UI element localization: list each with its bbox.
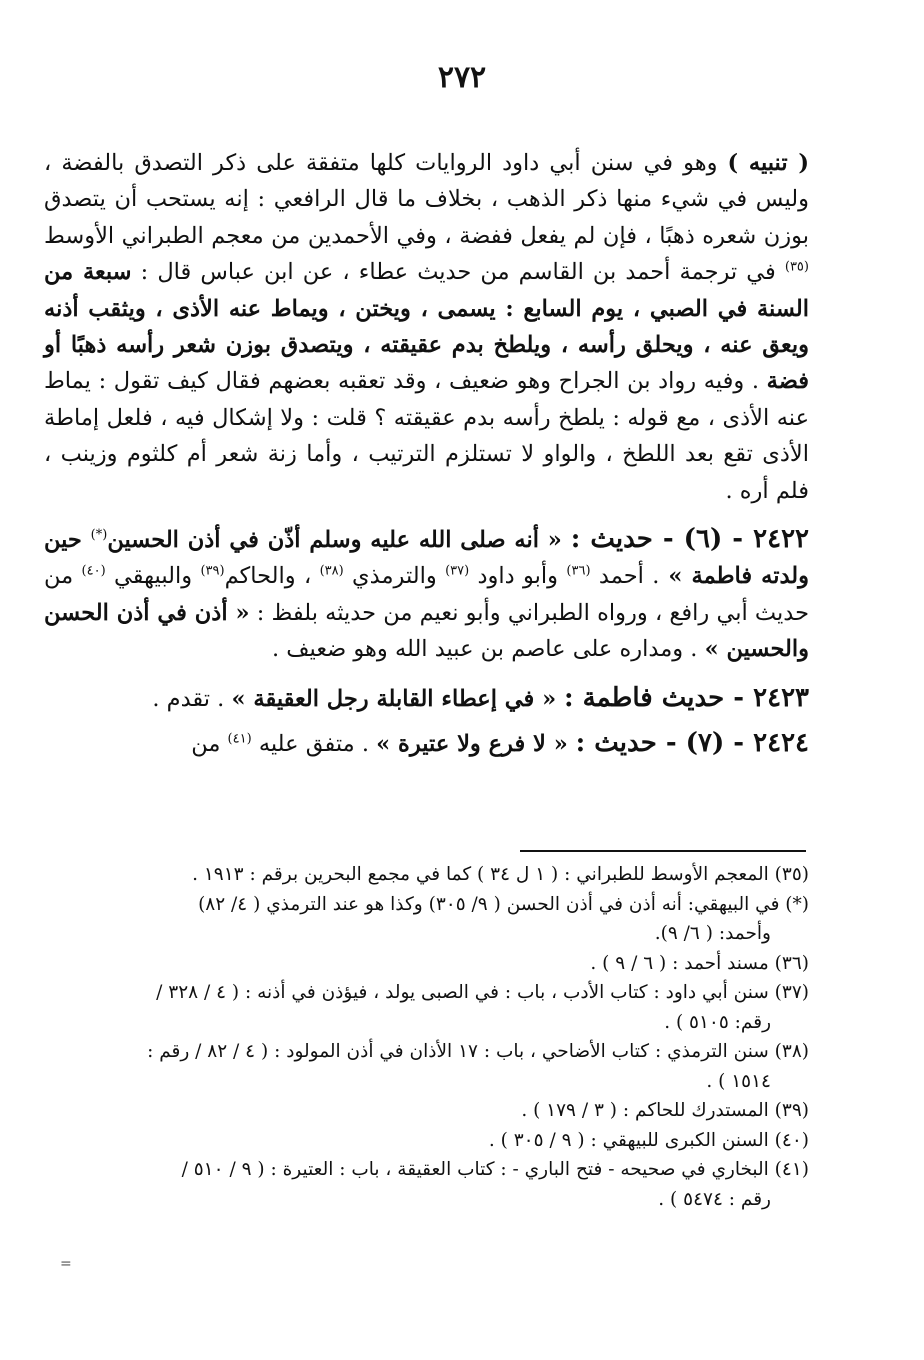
footnote-separator	[520, 850, 806, 852]
intro-text-3: . وفيه رواد بن الجراح وهو ضعيف ، وقد تعقبه بعضهم فقال كيف تقول : يماط عنه الأذى ، مع قوله : يلطخ رأسه بدم عقيقته ؟ قلت : ولا إشكال فيه ، فلعل إماطة الأذى تقع بعد اللطخ ، والواو لا تستلزم الترتيب ، وأما زنة شعر أم كلثوم وزينب ، فلم أره .	[44, 368, 809, 504]
footnote-37-text: (٣٧) سنن أبي داود : كتاب الأدب ، باب : في الصبى يولد ، فيؤذن في أذنه : ( ٤ / ٣٢٨ /	[156, 982, 809, 1003]
footnote-ref-38[interactable]: (٣٨)	[319, 563, 344, 579]
hadith-2422-text-6: من حديث أبي رافع ، ورواه الطبراني وأبو نعيم من حديثه بلفظ :	[44, 563, 810, 626]
hadith-2422-text-4: ، والحاكم	[224, 563, 320, 590]
hadith-2422-quote-2: حين ولدته فاطمة »	[44, 527, 809, 590]
hadith-2423-number: ٢٤٢٣ - حديث فاطمة :	[564, 682, 809, 713]
page-number: ٢٧٢	[437, 60, 487, 95]
footnote-38-cont: ١٥١٤ ) .	[706, 1070, 771, 1092]
hadith-2423-text: . تقدم .	[152, 685, 232, 712]
hadith-2422-text-5: والبيهقي	[105, 563, 201, 590]
hadith-2422-text-2: وأبو داود	[469, 563, 567, 590]
footnote-38	[52, 1037, 809, 1096]
footnote-ref-36[interactable]: (٣٦)	[566, 563, 591, 579]
hadith-2423	[44, 680, 809, 717]
footnote-41-cont: رقم : ٥٤٧٤ ) .	[658, 1188, 771, 1210]
footnote-41	[52, 1155, 809, 1214]
footnote-35	[52, 860, 809, 890]
hadith-2424-text-2: من	[191, 731, 228, 758]
footnote-41-text: (٤١) البخاري في صحيحه - فتح الباري - : كتاب العقيقة ، باب : العتيرة : ( ٩ / ٥١٠ /	[181, 1159, 809, 1180]
hadith-2422-text-3: والترمذي	[343, 563, 446, 590]
hadith-2422-number: ٢٤٢٢ - (٦) - حديث :	[570, 524, 809, 555]
footnote-37-cont: رقم: ٥١٠٥ ) .	[664, 1011, 771, 1033]
footnote-40-text: (٤٠) السنن الكبرى للبيهقي : ( ٩ / ٣٠٥ ) .	[488, 1129, 809, 1151]
footnotes	[52, 860, 809, 1214]
footnote-37	[52, 978, 809, 1037]
hadith-2424	[44, 725, 809, 762]
footnote-ref-40[interactable]: (٤٠)	[81, 563, 106, 579]
footnote-39	[52, 1096, 809, 1126]
hadith-2424-number: ٢٤٢٤ - (٧) - حديث :	[575, 728, 809, 759]
footnote-35-text: (٣٥) المعجم الأوسط للطبراني : ( ١ ل ٣٤ ) كما في مجمع البحرين برقم : ١٩١٣ .	[192, 864, 809, 885]
hadith-2422-text-7: . ومداره على عاصم بن عبيد الله وهو ضعيف .	[271, 636, 705, 663]
tanbih-label: ( تنبيه )	[727, 150, 809, 176]
intro-paragraph	[44, 145, 809, 509]
intro-text-1: وهو في سنن أبي داود الروايات كلها متفقة على ذكر التصدق بالفضة ، وليس في شيء منها ذكر الذهب ، بخلاف ما قال الرافعي : إنه يستحب أن يتصدق بوزن شعره ذهبًا ، فإن لم يفعل ففضة ، وفي الأحمدين من معجم الطبراني الأوسط	[44, 150, 809, 249]
hadith-2422-quote: « أنه صلى الله عليه وسلم أذّن في أذن الحسين	[107, 527, 571, 554]
footnote-38-text: (٣٨) سنن الترمذي : كتاب الأضاحي ، باب : ١٧ الأذان في أذن المولود : ( ٤ / ٨٢ / رقم :	[147, 1041, 809, 1062]
footnote-36-text: (٣٦) مسند أحمد : ( ٦ / ٩ ) .	[590, 952, 809, 974]
footnote-star-text: (*) في البيهقي: أنه أذن في أذن الحسن ( ٩/ ٣٠٥) وكذا هو عند الترمذي ( ٤/ ٨٢)	[198, 893, 809, 915]
footnote-ref-39[interactable]: (٣٩)	[200, 563, 225, 579]
footnote-star	[52, 890, 809, 949]
hadith-2423-quote: « في إعطاء القابلة رجل العقيقة »	[231, 685, 565, 712]
footnote-ref-35[interactable]: (٣٥)	[784, 259, 809, 275]
hadith-2422-text-1: . أحمد	[590, 563, 660, 590]
footnote-ref-37[interactable]: (٣٧)	[445, 563, 470, 579]
hadith-2424-text-1: . متفق عليه	[251, 731, 377, 758]
footnote-star-cont: وأحمد: ( ٦/ ٩).	[654, 923, 771, 944]
footnote-ref-41[interactable]: (٤١)	[227, 731, 252, 747]
footnote-36	[52, 949, 809, 979]
hadith-2422-quote-3: « أذن في أذن الحسن والحسين »	[44, 599, 809, 663]
corner-mark: =	[60, 1256, 72, 1272]
intro-quote: سبعة من السنة في الصبي ، يوم السابع : يسمى ، ويختن ، ويماط عنه الأذى ، ويثقب أذنه ويعق عنه ، ويحلق رأسه ، ويلطخ بدم عقيقته ، ويتصدق بوزن شعر رأسه ذهبًا أو فضة	[44, 259, 809, 395]
hadith-2422	[44, 521, 809, 668]
footnote-40	[52, 1126, 809, 1156]
footnote-39-text: (٣٩) المستدرك للحاكم : ( ٣ / ١٧٩ ) .	[521, 1100, 809, 1121]
footnote-ref-star[interactable]: (*)	[90, 527, 108, 543]
intro-text-2: في ترجمة أحمد بن القاسم من حديث عطاء ، عن ابن عباس قال :	[131, 259, 785, 286]
main-text	[44, 145, 809, 763]
hadith-2424-quote: « لا فرع ولا عتيرة »	[376, 731, 576, 758]
